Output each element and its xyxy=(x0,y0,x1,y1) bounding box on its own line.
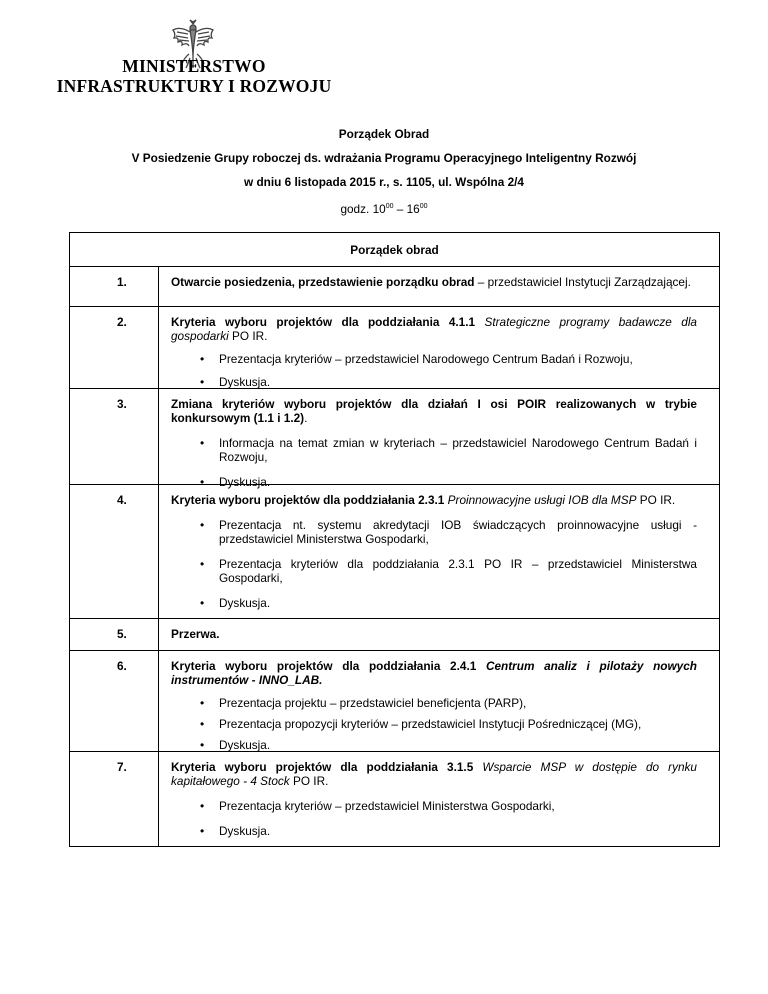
meeting-subtitle: V Posiedzenie Grupy roboczej ds. wdrażania Programu Operacyjnego Inteligentny Rozwój xyxy=(131,151,637,165)
bullet-item: • Prezentacja nt. systemu akredytacji IOB świadczących proinnowacyjne usługi - przedstawiciel Ministerstwa Gospodarki, xyxy=(171,518,697,546)
agenda-item-title xyxy=(171,275,697,289)
bullet-item: • Prezentacja kryteriów dla poddziałania 2.3.1 PO IR – przedstawiciel Ministerstwa Gospodarki, xyxy=(171,557,697,585)
agenda-table-header: Porządek obrad xyxy=(350,243,439,257)
ministry-name-line1: MINISTERSTWO xyxy=(122,56,266,76)
time-end-sup: 00 xyxy=(419,203,428,210)
title-italic: Proinnowacyjne usługi IOB dla MSP xyxy=(447,493,637,507)
bullet-item: • Dyskusja. xyxy=(171,375,697,389)
agenda-item-title xyxy=(171,493,697,507)
bullet-item: • Dyskusja. xyxy=(171,596,697,610)
agenda-item-number: 4. xyxy=(117,493,127,507)
agenda-item-title: Przerwa. xyxy=(171,627,220,641)
row-divider xyxy=(70,306,719,307)
row-divider xyxy=(70,650,719,651)
column-divider xyxy=(158,267,159,846)
title-bold-italic: Centrum analiz i pilotaży nowych instrumentów - INNO_LAB. xyxy=(171,659,697,687)
agenda-item xyxy=(171,659,697,752)
agenda-item-title xyxy=(171,659,697,687)
agenda-item-number: 6. xyxy=(117,659,127,673)
bullet-list xyxy=(171,696,697,752)
bullet-item: • Prezentacja propozycji kryteriów – przedstawiciel Instytucji Pośredniczącej (MG), xyxy=(171,717,697,731)
time-separator: – 16 xyxy=(393,202,420,216)
title-italic: Strategiczne programy badawcze dla gospodarki xyxy=(171,315,697,343)
bullet-item: • Dyskusja. xyxy=(171,738,697,752)
agenda-item-number: 2. xyxy=(117,315,127,329)
bullet-item: • Dyskusja. xyxy=(171,475,697,489)
bullet-item: • Informacja na temat zmian w kryteriach – przedstawiciel Narodowego Centrum Badań i Rozwoju, xyxy=(171,436,697,464)
agenda-table xyxy=(69,232,720,847)
agenda-item xyxy=(171,493,697,610)
bullet-list xyxy=(171,799,697,838)
bullet-item: • Prezentacja projektu – przedstawiciel beneficjenta (PARP), xyxy=(171,696,697,710)
title-bold: Kryteria wyboru projektów dla poddziałania 2.4.1 xyxy=(171,659,486,673)
title-rest: PO IR. xyxy=(636,493,676,507)
title-rest: . xyxy=(304,411,308,425)
row-divider xyxy=(70,266,719,267)
agenda-item-number: 5. xyxy=(117,627,127,641)
ministry-name-line2: INFRASTRUKTURY I ROZWOJU xyxy=(56,76,332,96)
title-rest: – przedstawiciel Instytucji Zarządzającej. xyxy=(474,275,691,289)
row-divider xyxy=(70,618,719,619)
bullet-list xyxy=(171,518,697,610)
title-bold: Kryteria wyboru projektów dla poddziałania 3.1.5 xyxy=(171,760,483,774)
agenda-item-title xyxy=(171,760,697,788)
title-bold: Kryteria wyboru projektów dla poddziałania 2.3.1 xyxy=(171,493,448,507)
title-bold: Zmiana kryteriów wyboru projektów dla działań I osi POIR realizowanych w trybie konkursowym (1.1 i 1.2) xyxy=(171,397,697,425)
title-bold: Otwarcie posiedzenia, przedstawienie porządku obrad xyxy=(171,275,475,289)
agenda-item-title xyxy=(171,397,697,425)
bullet-item: • Dyskusja. xyxy=(171,824,697,838)
time-start-sup: 00 xyxy=(385,203,394,210)
agenda-item xyxy=(171,315,697,389)
time-prefix: godz. 10 xyxy=(340,202,386,216)
agenda-item-number: 7. xyxy=(117,760,127,774)
ministry-name xyxy=(53,56,335,96)
title-italic: Wsparcie MSP w dostępie do rynku kapitałowego - 4 Stock xyxy=(171,760,697,788)
agenda-item xyxy=(171,275,697,289)
meeting-date-place: w dniu 6 listopada 2015 r., s. 1105, ul. Wspólna 2/4 xyxy=(244,175,524,189)
agenda-item-number: 3. xyxy=(117,397,127,411)
agenda-item-title xyxy=(171,315,697,343)
bullet-list xyxy=(171,436,697,489)
bullet-item: • Prezentacja kryteriów – przedstawiciel Ministerstwa Gospodarki, xyxy=(171,799,697,813)
title-rest: PO IR. xyxy=(228,329,268,343)
title-bold: Kryteria wyboru projektów dla poddziałania 4.1.1 xyxy=(171,315,485,329)
agenda-item xyxy=(171,397,697,489)
bullet-item: • Prezentacja kryteriów – przedstawiciel Narodowego Centrum Badań i Rozwoju, xyxy=(171,352,697,366)
meeting-time xyxy=(0,202,768,216)
document-title: Porządek Obrad xyxy=(338,127,430,141)
agenda-item-number: 1. xyxy=(117,275,127,289)
agenda-item xyxy=(171,627,697,641)
bullet-list xyxy=(171,352,697,389)
agenda-item xyxy=(171,760,697,838)
title-rest: PO IR. xyxy=(289,774,329,788)
